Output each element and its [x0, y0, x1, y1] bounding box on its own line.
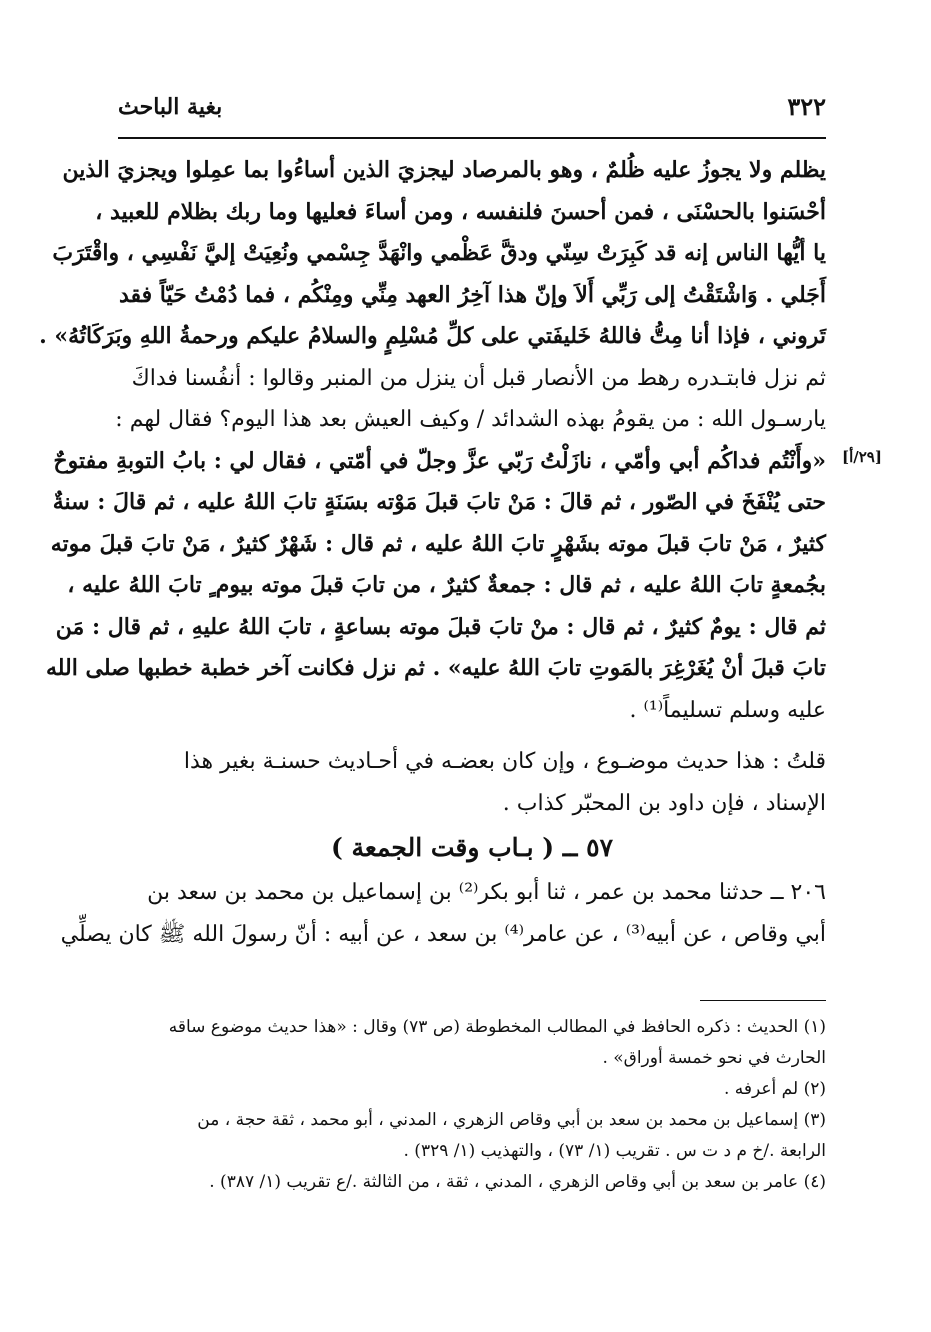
main-text	[39, 150, 826, 955]
text-line: بجُمعةٍ تابَ اللهُ عليه ، ثم قال : جمعةٌ كثيرٌ ، من تابَ قبلَ موته بيوم ٍ تابَ اللهُ عليه ،	[67, 572, 826, 598]
paragraph-commentary	[118, 741, 826, 824]
footnote-line: (٤) عامر بن سعد بن أبي وقاص الزهري ، المدني ، ثقة ، من الثالثة ./ع تقريب (١/ ٣٨٧) .	[209, 1172, 826, 1192]
text-line: أَجَلي . وَاشْتَقْتُ إلى رَبِّي أَلاَ وإنّ هذا آخِرُ العهد مِنِّي ومِنْكُم ، فما دُمْتُ حَيّاً فقد	[118, 281, 826, 308]
text-line: تابَ قبلَ أنْ يُغَرْغِرَ بالمَوتِ تابَ اللهُ عليه» . ثم نزل فكانت آخر خطبة خطبها صلى الله	[45, 655, 826, 681]
header-rule	[118, 137, 826, 139]
text-line: حتى يُنْفَخَ في الصّور ، ثم قالَ : مَنْ تابَ قبلَ مَوْته بسَنَةٍ تابَ اللهُ عليه ، ثم قالَ : سنةٌ	[52, 489, 826, 515]
paragraph-hadith-quote	[39, 150, 826, 358]
text-line: الإسناد ، فإن داود بن المحبّر كذاب .	[502, 790, 826, 816]
text-line: عليه وسلم تسليماً⁽¹⁾ .	[629, 697, 826, 723]
page-header	[118, 92, 826, 128]
text-line: ٢٠٦ ــ حدثنا محمد بن عمر ، ثنا أبو بكر⁽²⁾ بن إسماعيل بن محمد بن سعد بن	[147, 880, 826, 905]
paragraph-narration	[45, 358, 826, 732]
text-line: ثم قال : يومٌ كثيرٌ ، ثم قال : منْ تابَ قبلَ موته بساعةٍ ، تابَ اللهُ عليهِ ، ثم قال : مَن	[55, 613, 826, 640]
page-number: ٣٢٢	[787, 92, 826, 121]
text-line: «وأَنْتُم فداكُم أبي وأمّي ، نازَلْتُ رَبّي عزَّ وجلّ في أمّتي ، فقال لي : بابُ التوبةِ مفتوحٌ	[53, 447, 826, 474]
text-line: يا أيُّها الناس إنه قد كَبِرَتْ سِنّي ودقَّ عَظْمي وانْهَدَّ جِسْمي ونُعِيَتْ إليَّ نَفْسِي ، واقْتَرَبَ	[52, 240, 826, 266]
text-line: تَروني ، فإذا أنا مِتُّ فاللهُ خَليفَتي على كلِّ مُسْلِمٍ والسلامُ عليكم ورحمةُ اللهِ وبَرَكَاتُهُ» .	[39, 323, 826, 349]
text-line: أبي وقاص ، عن أبيه⁽³⁾ ، عن عامر⁽⁴⁾ بن سعد ، عن أبيه : أنّ رسولَ الله ﷺ كان يصلِّي	[60, 921, 826, 947]
text-line: كثيرٌ ، مَنْ تابَ قبلَ موته بشَهْرٍ تابَ اللهُ عليه ، ثم قال : شَهْرٌ كثيرٌ ، مَنْ تابَ قبلَ موته	[50, 530, 826, 557]
footnote-separator	[700, 1000, 826, 1001]
section-heading: ٥٧ ــ ( بـاب وقت الجمعة )	[330, 833, 613, 862]
footnote-line: الحارث في نحو خمسة أوراق» .	[602, 1048, 826, 1068]
running-title: بغية الباحث	[118, 94, 223, 120]
footnote-line: الرابعة ./خ م د ت س . تقريب (١/ ٧٣) ، والتهذيب (١/ ٣٢٩) .	[403, 1141, 826, 1161]
footnote-line: (٢) لم أعرفه .	[723, 1079, 826, 1099]
text-line: أحْسَنوا بالحسْنَى ، فمن أحسنَ فلنفسه ، ومن أساءَ فعليها وما ربك بظلام للعبيد ،	[95, 198, 826, 225]
paragraph-isnad	[60, 872, 826, 955]
manuscript-folio-note: [٢٩/أ]	[842, 448, 882, 466]
text-line: يارسـول الله : من يقومُ بهذه الشدائد / وكيف العيش بعد هذا اليوم؟ فقال لهم :	[115, 407, 826, 432]
footnote-line: (٣) إسماعيل بن محمد بن سعد بن أبي وقاص الزهري ، المدني ، أبو محمد ، ثقة حجة ، من	[197, 1110, 826, 1130]
text-line: ثم نزل فابتـدره رهط من الأنصار قبل أن ينزل من المنبر وقالوا : أنفُسنا فداكَ	[131, 365, 826, 391]
footnotes	[118, 1012, 826, 1198]
footnote-line: (١) الحديث : ذكره الحافظ في المطالب المخطوطة (ص ٧٣) وقال : «هذا حديث موضوع ساقه	[168, 1017, 826, 1037]
text-line: قلتُ : هذا حديث موضـوع ، وإن كان بعضـه في أحـاديث حسنـة بغير هذا	[183, 749, 826, 774]
paragraph-gap	[118, 731, 826, 741]
text-line: يظلم ولا يجوزُ عليه ظُلمٌ ، وهو بالمرصاد ليجزيَ الذين أساءُوا بما عمِلوا ويجزيَ الذين	[62, 157, 826, 183]
